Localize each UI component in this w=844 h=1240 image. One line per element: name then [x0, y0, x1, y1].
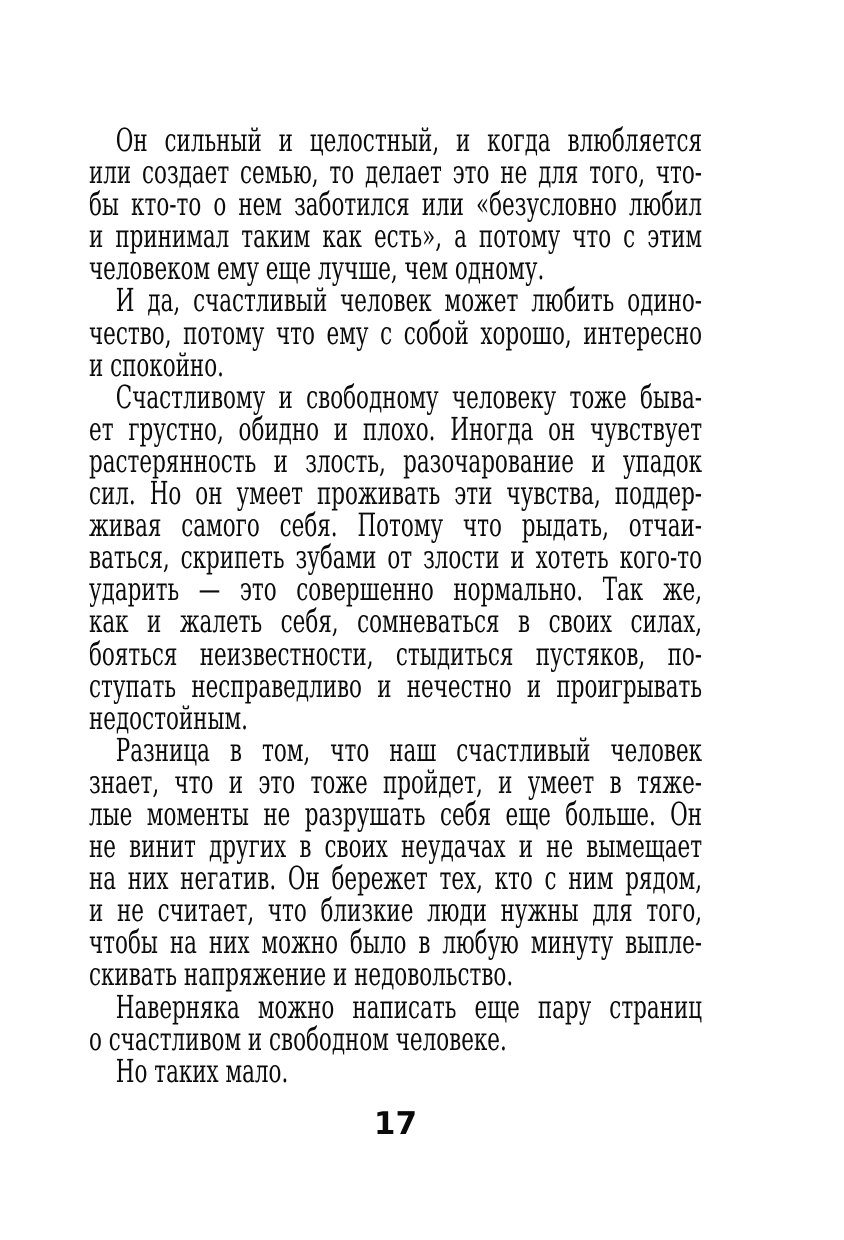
text-line: на них негатив. Он бережет тех, кто с ним рядом, — [89, 859, 703, 898]
text-line: лые моменты не разрушать себя еще больше. Он — [89, 794, 703, 833]
text-line: как и жалеть себя, сомневаться в своих силах, — [89, 602, 703, 641]
paragraph — [89, 730, 703, 994]
text-line: недостойным. — [89, 698, 248, 737]
text-line: и не считает, что близкие люди нужны для того, — [89, 891, 703, 930]
text-line: чество, потому что ему с собой хорошо, интересно — [89, 313, 703, 352]
text-line: человеком ему еще лучше, чем одному. — [89, 249, 545, 288]
text-line: и принимал таким как есть», а потому что с этим — [89, 217, 703, 256]
page-body-text — [89, 121, 703, 1090]
text-line: живая самого себя. Потому что рыдать, отчаи- — [89, 506, 703, 545]
text-line: бояться неизвестности, стыдиться пустяков, по- — [89, 634, 703, 673]
paragraph — [89, 377, 703, 737]
text-block — [89, 121, 703, 1090]
page-number: 17 — [373, 1106, 418, 1142]
text-line: Наверняка можно написать еще пару страниц — [115, 987, 703, 1026]
text-line: ваться, скрипеть зубами от злости и хотеть кого-то — [89, 538, 703, 577]
text-line: или создает семью, то делает это не для того, что- — [89, 153, 703, 192]
paragraph — [89, 987, 703, 1058]
text-line: чтобы на них можно было в любую минуту выпле- — [89, 923, 703, 962]
text-line: ступать несправедливо и нечестно и проигрывать — [89, 666, 703, 705]
text-line: ет грустно, обидно и плохо. Иногда он чувствует — [89, 409, 703, 448]
text-line: И да, счастливый человек может любить одино- — [115, 281, 703, 320]
text-line: сил. Но он умеет проживать эти чувства, поддер- — [89, 474, 703, 513]
text-line: знает, что и это тоже пройдет, и умеет в тяже- — [89, 762, 703, 801]
text-line: Разница в том, что наш счастливый человек — [115, 730, 703, 769]
paragraph — [89, 121, 703, 288]
text-line: растерянность и злость, разочарование и упадок — [89, 441, 703, 480]
text-line: Он сильный и целостный, и когда влюбляется — [115, 121, 703, 159]
text-line: ударить — это совершенно нормально. Так же, — [89, 570, 703, 609]
paragraph — [89, 1051, 702, 1090]
text-line: и спокойно. — [89, 345, 224, 384]
text-line: о счастливом и свободном человеке. — [89, 1019, 507, 1058]
paragraph — [89, 281, 703, 384]
text-line: скивать напряжение и недовольство. — [89, 955, 514, 994]
text-line: не винит других в своих неудачах и не вымещает — [89, 827, 703, 866]
text-line: Счастливому и свободному человеку тоже быва- — [115, 377, 703, 416]
text-line: Но таких мало. — [115, 1051, 289, 1090]
text-line: бы кто-то о нем заботился или «безусловно любил — [89, 185, 703, 224]
